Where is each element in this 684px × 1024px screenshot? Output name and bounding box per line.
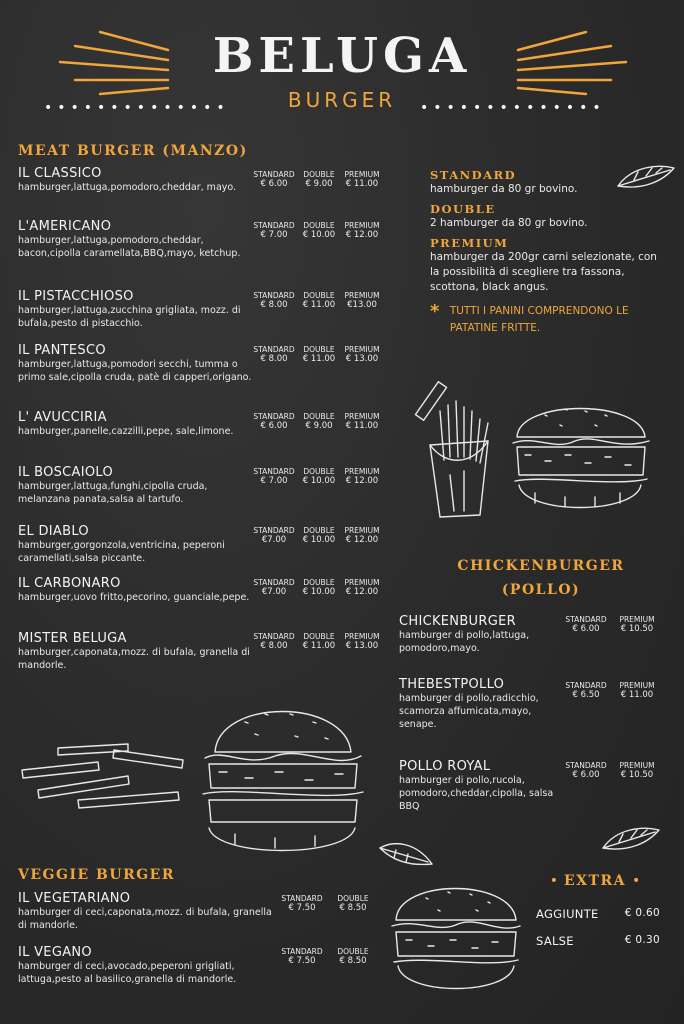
menu-item	[399, 677, 569, 731]
price-value: € 0.60	[624, 907, 660, 919]
leaf-icon	[376, 838, 436, 872]
item-description: hamburger di pollo,radicchio, scamorza affumicata,mayo, senape.	[399, 693, 539, 730]
item-description: hamburger di ceci,avocado,peperoni grigliati, lattuga,pesto al basilico,granella di mandorle.	[18, 961, 237, 985]
price-label: PREMIUM	[344, 632, 380, 641]
menu-item	[399, 614, 569, 655]
price-value: € 8.00	[260, 354, 288, 364]
menu-item	[18, 343, 258, 384]
item-description: hamburger di pollo,lattuga, pomodoro,mayo.	[399, 630, 530, 654]
price-label: DOUBLE	[337, 894, 369, 903]
menu-item	[18, 465, 258, 506]
price-label: PREMIUM	[344, 412, 380, 421]
brand-subtitle: BURGER	[287, 88, 397, 112]
price-value: € 10.00	[302, 587, 336, 597]
chicken-title-line1: CHICKENBURGER	[457, 558, 625, 574]
price-label: PREMIUM	[344, 291, 380, 300]
price-label: STANDARD	[253, 345, 295, 354]
item-name: IL PANTESCO	[18, 343, 106, 358]
price-label: STANDARD	[253, 578, 295, 587]
chicken-title-line2: (POLLO)	[501, 582, 581, 598]
item-prices	[274, 894, 376, 913]
extra-item	[536, 907, 660, 921]
price-value: € 11.00	[620, 690, 654, 700]
price-value: € 6.00	[260, 179, 288, 189]
item-description: hamburger,lattuga,zucchina grigliata, mozz. di bufala,pesto di pistacchio.	[18, 305, 241, 329]
item-prices	[250, 412, 384, 431]
item-prices	[250, 170, 384, 189]
price-value: € 10.50	[620, 770, 654, 780]
item-name: IL VEGETARIANO	[18, 891, 131, 906]
menu-item	[18, 945, 278, 986]
price-label: DOUBLE	[303, 221, 335, 230]
item-description: hamburger,lattuga,funghi,cipolla cruda, melanzana panata,salsa al tartufo.	[18, 481, 208, 505]
item-prices	[250, 221, 384, 240]
fries-icon	[400, 375, 510, 525]
price-value: € 11.00	[302, 354, 336, 364]
price-label: PREMIUM	[344, 578, 380, 587]
price-label: STANDARD	[281, 894, 323, 903]
price-label: PREMIUM	[619, 615, 655, 624]
price-label: PREMIUM	[619, 681, 655, 690]
price-value: € 8.50	[339, 956, 367, 966]
price-label: STANDARD	[253, 221, 295, 230]
chicken-section-title	[426, 554, 656, 602]
price-value: €7.00	[261, 587, 287, 597]
price-value: € 9.00	[305, 179, 333, 189]
price-label: DOUBLE	[303, 170, 335, 179]
standard-title: STANDARD	[430, 168, 517, 182]
price-value: € 10.00	[302, 476, 336, 486]
item-name: IL PISTACCHIOSO	[18, 289, 134, 304]
dot-icon: •	[631, 873, 641, 889]
item-prices	[560, 681, 662, 700]
menu-item	[18, 576, 258, 604]
price-label: PREMIUM	[344, 221, 380, 230]
double-text: 2 hamburger da 80 gr bovino.	[430, 217, 588, 229]
price-value: € 10.00	[302, 535, 336, 545]
menu-item	[18, 631, 258, 672]
item-prices	[274, 947, 376, 966]
extra-item	[536, 934, 660, 948]
item-name: IL CARBONARO	[18, 576, 121, 591]
premium-title: PREMIUM	[430, 236, 509, 250]
extra-section	[530, 873, 660, 889]
item-prices	[250, 632, 384, 651]
item-prices	[250, 578, 384, 597]
item-name: L' AVUCCIRIA	[18, 410, 107, 425]
price-value: € 8.50	[339, 903, 367, 913]
price-label: STANDARD	[565, 615, 607, 624]
price-label: DOUBLE	[303, 467, 335, 476]
item-description: hamburger di ceci,caponata,mozz. di bufala, granella di mandorle.	[18, 907, 272, 931]
price-value: € 6.00	[572, 624, 600, 634]
menu-item	[18, 166, 258, 194]
price-value: €7.00	[261, 535, 287, 545]
price-value: € 12.00	[345, 476, 379, 486]
item-name: POLLO ROYAL	[399, 759, 491, 774]
dot-icon: •	[549, 873, 559, 889]
menu-item	[399, 759, 569, 813]
item-description: hamburger,caponata,mozz. di bufala, granella di mandorle.	[18, 647, 250, 671]
leaf-icon	[612, 160, 678, 194]
item-prices	[250, 526, 384, 545]
burger-icon	[505, 385, 655, 525]
price-value: € 13.00	[345, 641, 379, 651]
double-title: DOUBLE	[430, 202, 496, 216]
price-label: PREMIUM	[344, 467, 380, 476]
price-value: € 7.50	[288, 956, 316, 966]
price-value: € 9.00	[305, 421, 333, 431]
burger-icon	[388, 872, 523, 1002]
item-description: hamburger,uovo fritto,pecorino, guanciale,pepe.	[18, 592, 250, 603]
price-label: STANDARD	[253, 412, 295, 421]
price-value: € 12.00	[345, 535, 379, 545]
price-value: € 11.00	[302, 641, 336, 651]
price-label: PREMIUM	[344, 345, 380, 354]
burger-icon	[195, 692, 370, 862]
price-label: STANDARD	[253, 526, 295, 535]
price-value: € 8.00	[260, 300, 288, 310]
meat-section-title: MEAT BURGER (MANZO)	[18, 143, 248, 159]
price-label: STANDARD	[253, 291, 295, 300]
leaf-icon	[597, 822, 663, 856]
item-name: L'AMERICANO	[18, 219, 112, 234]
price-value: € 7.50	[288, 903, 316, 913]
veggie-section-title: VEGGIE BURGER	[18, 867, 175, 883]
price-value: € 10.50	[620, 624, 654, 634]
item-name: MISTER BELUGA	[18, 631, 127, 646]
price-label: DOUBLE	[303, 526, 335, 535]
asterisk-icon: *	[430, 301, 440, 322]
price-value: € 11.00	[345, 179, 379, 189]
item-description: hamburger di pollo,rucola, pomodoro,cheddar,cipolla, salsa BBQ	[399, 775, 554, 812]
menu-item	[18, 524, 258, 565]
price-label: DOUBLE	[303, 291, 335, 300]
item-description: hamburger,lattuga,pomodoro,cheddar, bacon,cipolla caramellata,BBQ,mayo, ketchup.	[18, 235, 241, 259]
item-prices	[250, 291, 384, 310]
price-value: € 6.00	[572, 770, 600, 780]
price-label: STANDARD	[253, 632, 295, 641]
item-prices	[250, 467, 384, 486]
item-description: hamburger,panelle,cazzilli,pepe, sale,limone.	[18, 426, 234, 437]
item-prices	[560, 615, 662, 634]
price-label: DOUBLE	[303, 578, 335, 587]
item-name: CHICKENBURGER	[399, 614, 516, 629]
item-description: hamburger,lattuga,pomodori secchi, tumma o primo sale,cipolla cruda, patè di capperi,origano.	[18, 359, 252, 383]
menu-item	[18, 219, 258, 260]
item-prices	[560, 761, 662, 780]
price-label: STANDARD	[281, 947, 323, 956]
price-value: € 7.00	[260, 230, 288, 240]
price-label: STANDARD	[565, 761, 607, 770]
brand-title: BELUGA	[212, 28, 472, 84]
fries-note: TUTTI I PANINI COMPRENDONO LE PATATINE FRITTE.	[449, 305, 629, 334]
item-name: IL BOSCAIOLO	[18, 465, 114, 480]
price-label: STANDARD	[253, 467, 295, 476]
item-name: EL DIABLO	[18, 524, 89, 539]
price-value: € 12.00	[345, 587, 379, 597]
price-label: DOUBLE	[337, 947, 369, 956]
price-label: PREMIUM	[344, 170, 380, 179]
price-label: DOUBLE	[303, 412, 335, 421]
premium-text: hamburger da 200gr carni selezionate, con la possibilità di scegliere tra fassona, scottona, black angus.	[430, 251, 657, 293]
price-value: € 6.00	[260, 421, 288, 431]
price-value: € 0.30	[624, 934, 660, 946]
header-dots-right: ••••••••••••••	[420, 100, 606, 116]
item-name: AGGIUNTE	[536, 907, 599, 921]
item-description: hamburger,lattuga,pomodoro,cheddar, mayo.	[18, 182, 237, 193]
price-label: PREMIUM	[344, 526, 380, 535]
price-value: € 11.00	[345, 421, 379, 431]
menu-item	[18, 410, 258, 438]
fries-icon	[18, 740, 193, 810]
price-value: € 6.50	[572, 690, 600, 700]
price-value: € 7.00	[260, 476, 288, 486]
item-name: THEBESTPOLLO	[399, 677, 505, 692]
item-name: IL CLASSICO	[18, 166, 102, 181]
menu-item	[18, 289, 258, 330]
extra-title: EXTRA	[564, 873, 626, 889]
item-name: IL VEGANO	[18, 945, 92, 960]
price-value: € 12.00	[345, 230, 379, 240]
item-description: hamburger,gorgonzola,ventricina, peperoni caramellati,salsa piccante.	[18, 540, 225, 564]
price-label: STANDARD	[565, 681, 607, 690]
price-value: € 8.00	[260, 641, 288, 651]
standard-text: hamburger da 80 gr bovino.	[430, 183, 578, 195]
price-label: PREMIUM	[619, 761, 655, 770]
header-dots-left: ••••••••••••••	[44, 100, 230, 116]
price-value: € 11.00	[302, 300, 336, 310]
menu-item	[18, 891, 273, 932]
item-name: SALSE	[536, 934, 574, 948]
price-value: €13.00	[347, 300, 377, 310]
price-label: DOUBLE	[303, 632, 335, 641]
price-value: € 10.00	[302, 230, 336, 240]
price-label: STANDARD	[253, 170, 295, 179]
item-prices	[250, 345, 384, 364]
price-value: € 13.00	[345, 354, 379, 364]
price-label: DOUBLE	[303, 345, 335, 354]
